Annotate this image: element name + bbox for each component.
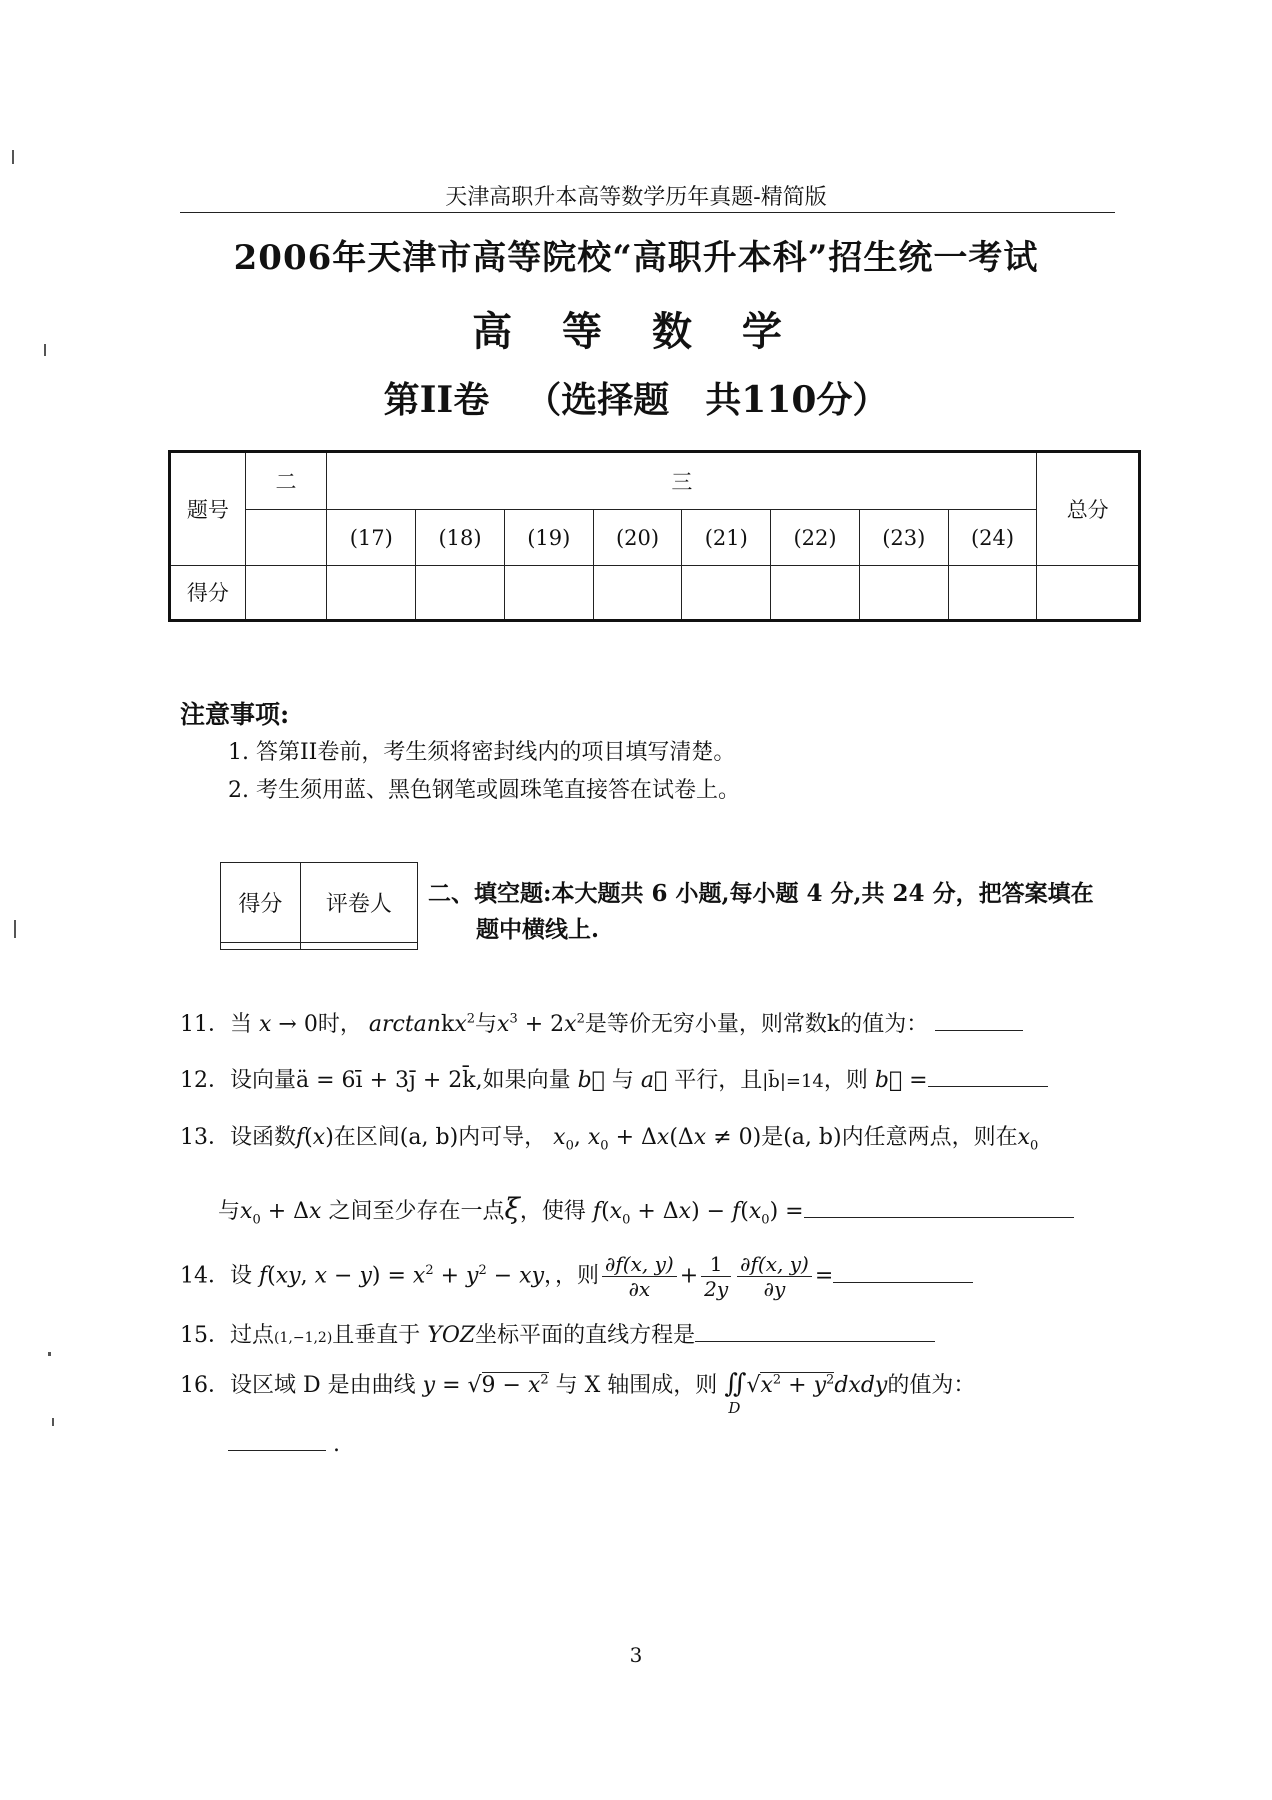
paper-label: 第II卷 bbox=[383, 379, 490, 421]
math-expr: arctan bbox=[368, 1012, 441, 1037]
q-text: ，使得 bbox=[519, 1199, 586, 1224]
question-11: 11．当 x → 0时， arctankx$^2$与$x^3 + 2x^2$是等价无穷小量，则常数k的值为： bbox=[180, 1007, 1023, 1038]
section-2-header: 二 bbox=[245, 452, 327, 510]
q-text: ，则 bbox=[555, 1263, 600, 1289]
score-field[interactable] bbox=[245, 565, 327, 620]
question-number: 14． bbox=[180, 1263, 230, 1289]
question-14: 14．设 f(xy, $x - y) = x^2 + y^2$ − xy，，则 $\frac{\partial f(x, y)}{\partial x}$ + $\frac{1}{2y}$ $\frac{\partial f(x, y)}{\partial y}$ = bbox=[180, 1252, 973, 1301]
score-field[interactable] bbox=[327, 565, 416, 620]
q-text: 平行，且 bbox=[674, 1068, 763, 1093]
grader-name-field[interactable] bbox=[300, 942, 417, 949]
q-text: 与 bbox=[218, 1199, 241, 1224]
question-cell: (18) bbox=[416, 510, 505, 565]
score-field[interactable] bbox=[682, 565, 771, 620]
running-header: 天津高职升本高等数学历年真题-精简版 bbox=[445, 185, 827, 210]
scan-speck bbox=[14, 920, 16, 938]
answer-blank[interactable] bbox=[928, 1086, 1048, 1087]
page-number: 3 bbox=[629, 1643, 643, 1667]
q-text: 设函数 bbox=[230, 1125, 297, 1150]
row-label-question: 题号 bbox=[170, 452, 246, 566]
q-text: 之间至少存在一点 bbox=[328, 1199, 505, 1224]
section-3-header: 三 bbox=[327, 452, 1037, 510]
question-12: 12．设向量ä = 6ī + 3j̄ + 2k̄,如果向量 b⃗ 与 a⃗ 平行，且|b̄|=14，则 b⃗ = bbox=[180, 1063, 1048, 1094]
section-2-heading bbox=[428, 876, 1128, 948]
question-number: 13． bbox=[180, 1125, 230, 1150]
q-text: 与 bbox=[475, 1012, 498, 1037]
notes-title: 注意事项: bbox=[180, 700, 290, 729]
question-13-cont: 与$x_0 + \Delta x$ 之间至少存在一点ξ，使得 $f(x_0 + \Delta x) - f(x_0)$ = bbox=[218, 1192, 1074, 1227]
section-2-line1: 二、填空题:本大题共 6 小题,每小题 4 分,共 24 分，把答案填在 bbox=[428, 880, 1094, 907]
grader-box bbox=[220, 862, 418, 950]
total-header: 总分 bbox=[1037, 452, 1140, 566]
score-field[interactable] bbox=[771, 565, 860, 620]
answer-blank[interactable] bbox=[833, 1282, 973, 1283]
question-number: 11． bbox=[180, 1012, 230, 1037]
scan-speck bbox=[52, 1418, 54, 1426]
question-cell: (19) bbox=[504, 510, 593, 565]
q-text: 与 bbox=[611, 1068, 634, 1093]
scan-speck bbox=[48, 1352, 51, 1356]
paper-note: （选择题 共110分） bbox=[525, 379, 889, 421]
grader-name-label: 评卷人 bbox=[300, 863, 417, 943]
question-cell: (20) bbox=[593, 510, 682, 565]
q-text: 是(a, b)内任意两点，则在 bbox=[761, 1125, 1018, 1150]
math-expr: x bbox=[259, 1012, 272, 1037]
question-number: 15． bbox=[180, 1323, 230, 1348]
scan-speck bbox=[12, 150, 14, 164]
q-text: 设区域 D 是由曲线 bbox=[230, 1373, 416, 1398]
math-fraction: $\frac{1}{2y}$ bbox=[701, 1252, 731, 1301]
paper-title bbox=[0, 372, 1272, 423]
q-text: 过点 bbox=[230, 1323, 275, 1348]
q-text: 坐标平面的直线方程是 bbox=[475, 1323, 696, 1348]
section-2-line2: 题中横线上. bbox=[476, 916, 600, 943]
question-cell: (24) bbox=[948, 510, 1037, 565]
score-field[interactable] bbox=[416, 565, 505, 620]
exam-title: 2006年天津市高等院校“高职升本科”招生统一考试 bbox=[233, 238, 1039, 278]
q-text: 时， bbox=[317, 1012, 362, 1037]
score-field[interactable] bbox=[593, 565, 682, 620]
answer-blank[interactable] bbox=[935, 1030, 1023, 1031]
q-text: 与 X 轴围成，则 bbox=[555, 1373, 718, 1398]
note-item: 1. 答第II卷前，考生须将密封线内的项目填写清楚。 bbox=[228, 740, 736, 765]
answer-blank[interactable] bbox=[228, 1450, 326, 1451]
question-cell: (17) bbox=[327, 510, 416, 565]
q-text: 设向量 bbox=[230, 1068, 297, 1093]
question-13: 13．设函数f(x)在区间(a, b)内可导， $x_0$, $x_0 + \Delta x(\Delta x \ne 0)$是(a, b)内任意两点，则在$x_0$ bbox=[180, 1125, 1039, 1154]
question-16-answer: . bbox=[228, 1432, 340, 1457]
question-number: 12． bbox=[180, 1068, 230, 1093]
answer-blank[interactable] bbox=[804, 1217, 1074, 1218]
q-text: 当 bbox=[230, 1012, 253, 1037]
q-text: ，则 bbox=[823, 1068, 868, 1093]
question-cell: (22) bbox=[771, 510, 860, 565]
row-label-score: 得分 bbox=[170, 565, 246, 620]
score-field[interactable] bbox=[948, 565, 1037, 620]
q-text: 的值为： bbox=[887, 1373, 976, 1398]
score-field[interactable] bbox=[859, 565, 948, 620]
question-cell: (21) bbox=[682, 510, 771, 565]
math-expr: b⃗ bbox=[577, 1068, 605, 1093]
q-text: 设 bbox=[230, 1263, 253, 1289]
question-cell: (23) bbox=[859, 510, 948, 565]
note-item: 2. 考生须用蓝、黑色钢笔或圆珠笔直接答在试卷上。 bbox=[228, 778, 740, 803]
subject-title: 高 等 数 学 bbox=[472, 308, 800, 355]
grader-score-label: 得分 bbox=[221, 863, 301, 943]
total-score-field[interactable] bbox=[1037, 565, 1140, 620]
q-text: 内可导， bbox=[458, 1125, 547, 1150]
grader-score-field[interactable] bbox=[221, 942, 301, 949]
math-fraction: $\frac{\partial f(x, y)}{\partial x}$ bbox=[602, 1252, 677, 1301]
math-fraction: $\frac{\partial f(x, y)}{\partial y}$ bbox=[737, 1252, 812, 1301]
q-text: 且垂直于 bbox=[332, 1323, 421, 1348]
q-text: 是等价无穷小量，则常数k的值为： bbox=[584, 1012, 929, 1037]
header-rule bbox=[180, 212, 1115, 213]
question-15: 15．过点(1,−1,2)且垂直于 YOZ坐标平面的直线方程是 bbox=[180, 1318, 935, 1349]
question-16: 16．设区域 D 是由曲线 $y = √9 - x^2$ 与 X 轴围成，则 ∬ D $√x^2$ + $y^2dxdy$的值为： bbox=[180, 1369, 976, 1417]
question-number: 16． bbox=[180, 1373, 230, 1398]
score-field[interactable] bbox=[504, 565, 593, 620]
q-text: ,如果向量 bbox=[475, 1068, 571, 1093]
q-text: 在区间 bbox=[333, 1125, 400, 1150]
answer-blank[interactable] bbox=[695, 1341, 935, 1342]
score-table bbox=[168, 450, 1141, 622]
section-2-blank bbox=[245, 510, 327, 565]
